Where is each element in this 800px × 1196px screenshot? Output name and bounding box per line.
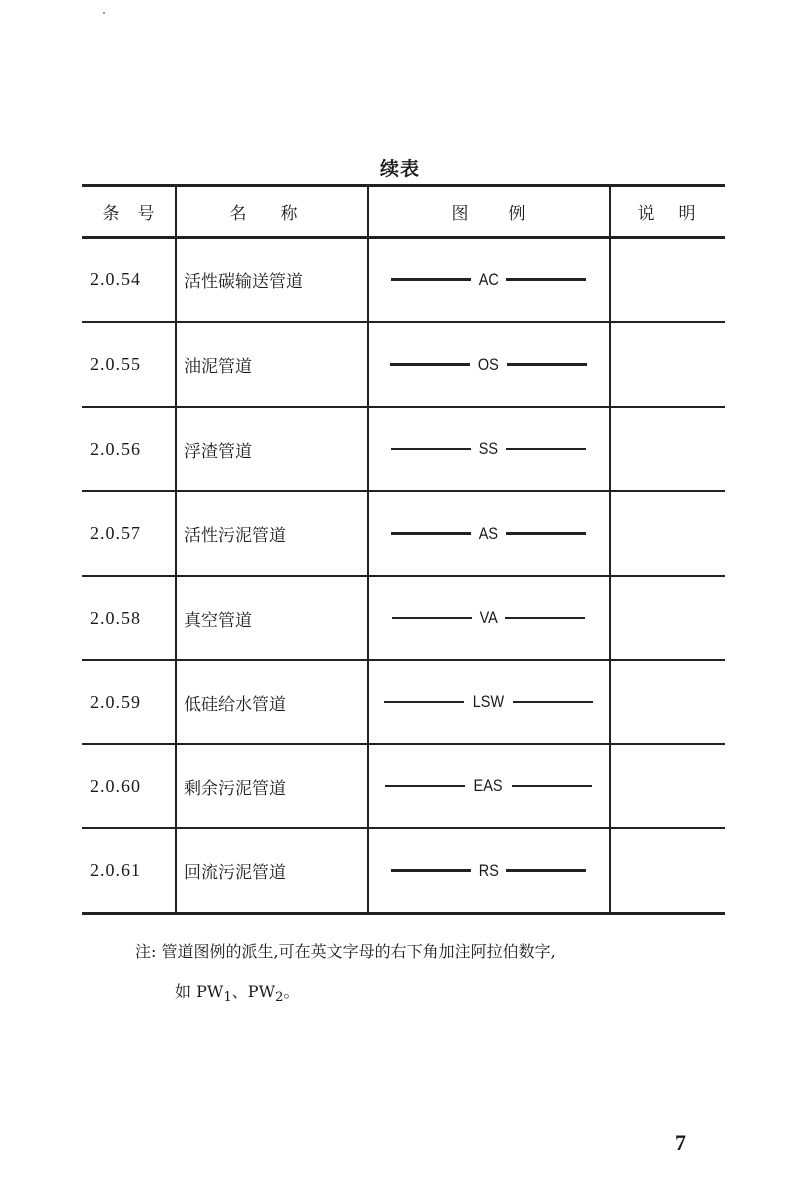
legend-symbol xyxy=(368,238,609,321)
table-note xyxy=(135,932,735,1018)
pipe-code: OS xyxy=(478,354,499,374)
pipe-line-left xyxy=(391,278,471,281)
pipe-line-left xyxy=(384,701,464,704)
clause-number: 2.0.61 xyxy=(90,860,141,880)
legend-symbol xyxy=(368,745,609,827)
pipe-name: 活性污泥管道 xyxy=(184,526,286,546)
legend-symbol xyxy=(368,577,609,659)
table-title: 续表 xyxy=(379,158,420,180)
pipe-name: 低硅给水管道 xyxy=(184,694,286,715)
pipe-line-left xyxy=(391,532,471,535)
pipe-code: RS xyxy=(478,860,499,880)
pipe-line-right xyxy=(506,448,586,451)
scan-speck xyxy=(103,12,105,14)
table-bottom-rule xyxy=(82,912,725,915)
pipe-code: VA xyxy=(479,608,498,627)
column-divider xyxy=(609,187,611,913)
subscript-2: 2 xyxy=(275,990,284,1006)
header-legend: 图例 xyxy=(451,204,566,224)
pipe-name: 油泥管道 xyxy=(184,357,252,377)
legend-symbol xyxy=(368,492,609,575)
note-line-1: 注: 管道图例的派生,可在英文字母的右下角加注阿拉伯数字, xyxy=(135,942,556,961)
subscript-1: 1 xyxy=(223,990,232,1006)
clause-number: 2.0.57 xyxy=(90,523,141,543)
pipe-line-right xyxy=(506,869,586,872)
pipe-name: 真空管道 xyxy=(184,610,252,631)
legend-symbol xyxy=(368,323,609,406)
pipe-code: AS xyxy=(478,523,499,543)
pipe-code: EAS xyxy=(474,776,503,795)
pipe-name: 浮渣管道 xyxy=(184,441,252,462)
pipe-line-left xyxy=(391,869,471,872)
header-name: 名称 xyxy=(229,204,332,224)
pipe-legend-table xyxy=(82,184,725,916)
note-example-text: 如 PW xyxy=(175,982,224,1001)
clause-number: 2.0.58 xyxy=(90,607,141,628)
pipe-line-right xyxy=(512,785,592,788)
pipe-line-right xyxy=(505,617,585,620)
pipe-code: LSW xyxy=(472,692,505,711)
header-clause-no: 条号 xyxy=(102,204,173,224)
pipe-name: 活性碳输送管道 xyxy=(184,272,303,292)
clause-number: 2.0.54 xyxy=(90,269,141,289)
pipe-line-right xyxy=(507,363,587,366)
note-period: 。 xyxy=(283,982,300,1001)
pipe-line-right xyxy=(513,701,593,704)
pipe-code: SS xyxy=(478,439,499,458)
pipe-name: 回流污泥管道 xyxy=(184,863,286,883)
note-example-text: 、PW xyxy=(231,982,276,1001)
pipe-line-left xyxy=(390,363,470,366)
legend-symbol xyxy=(368,829,609,912)
pipe-name: 剩余污泥管道 xyxy=(184,778,286,799)
clause-number: 2.0.59 xyxy=(90,691,141,712)
pipe-line-left xyxy=(391,448,471,451)
legend-symbol xyxy=(368,408,609,490)
pipe-line-right xyxy=(506,532,586,535)
page-number: 7 xyxy=(675,1130,686,1155)
pipe-line-left xyxy=(392,617,472,620)
legend-symbol xyxy=(368,661,609,743)
header-description: 说明 xyxy=(637,204,720,224)
pipe-line-right xyxy=(506,278,586,281)
clause-number: 2.0.55 xyxy=(90,354,141,374)
pipe-code: AC xyxy=(478,269,499,289)
clause-number: 2.0.60 xyxy=(90,775,141,796)
clause-number: 2.0.56 xyxy=(90,438,141,459)
pipe-line-left xyxy=(385,785,465,788)
note-line-2 xyxy=(135,972,735,1018)
